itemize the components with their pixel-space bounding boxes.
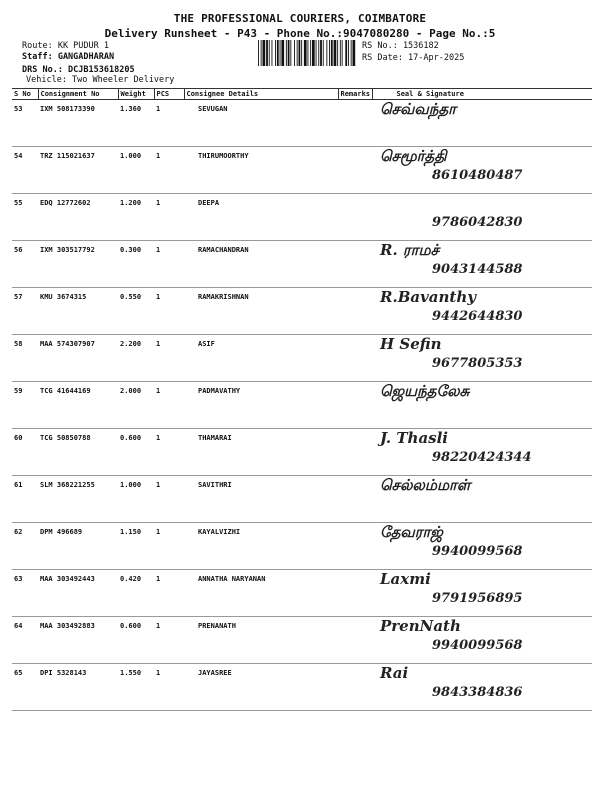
pieces-cell: 1	[156, 293, 161, 301]
handwritten-signature	[372, 96, 582, 140]
weight-cell: 1.000	[120, 481, 142, 489]
weight-cell: 0.420	[120, 575, 142, 583]
table-row	[12, 382, 592, 429]
weight-cell: 1.000	[120, 152, 142, 160]
weight-cell: 1.550	[120, 669, 142, 677]
consignment-number-cell: EDQ 12772602	[40, 199, 91, 207]
weight-cell: 1.360	[120, 105, 142, 113]
weight-cell: 2.000	[120, 387, 142, 395]
serial-number-cell: 65	[14, 669, 23, 677]
signature-cell	[372, 335, 592, 382]
weight-cell: 0.600	[120, 434, 142, 442]
consignment-number-cell: IXM 508173390	[40, 105, 95, 113]
consignment-number-cell: TCG 41644169	[40, 387, 91, 395]
consignment-number-cell: IXM 303517792	[40, 246, 95, 254]
signature-text: Laxmi	[380, 570, 431, 588]
handwritten-signature	[372, 519, 582, 563]
signature-phone: 98220424344	[432, 450, 532, 465]
remarks-cell	[338, 476, 372, 523]
signature-phone: 9940099568	[432, 544, 523, 559]
signature-text: செவ்வந்தா	[380, 100, 456, 118]
signature-text: செமூர்த்தி	[380, 147, 447, 165]
consignment-number-cell: TCG 50850788	[40, 434, 91, 442]
signature-text: ஜெயந்தலேசு	[380, 382, 470, 400]
table-row	[12, 194, 592, 241]
handwritten-signature	[372, 190, 582, 234]
consignment-number-cell: MAA 303492443	[40, 575, 95, 583]
consignment-number-cell: MAA 303492883	[40, 622, 95, 630]
consignment-number-cell: TRZ 115021637	[40, 152, 95, 160]
table-row	[12, 570, 592, 617]
table-row	[12, 288, 592, 335]
table-row	[12, 617, 592, 664]
column-header: PCS	[154, 89, 184, 100]
column-header: S No	[12, 89, 38, 100]
consignee-cell: THAMARAI	[198, 434, 232, 442]
signature-phone: 9843384836	[432, 685, 523, 700]
column-header: Consignee Details	[184, 89, 338, 100]
remarks-cell	[338, 664, 372, 711]
table-row	[12, 523, 592, 570]
signature-cell	[372, 147, 592, 194]
serial-number-cell: 62	[14, 528, 23, 536]
signature-text: தேவராஜ்	[380, 523, 443, 541]
column-header: Seal & Signature	[372, 89, 592, 100]
signature-phone: 9677805353	[432, 356, 523, 371]
serial-number-cell: 60	[14, 434, 23, 442]
consignee-cell: KAYALVIZHI	[198, 528, 241, 536]
route-label: Route: KK PUDUR 1	[22, 41, 109, 51]
serial-number-cell: 57	[14, 293, 23, 301]
signature-cell	[372, 194, 592, 241]
consignment-number-cell: DPM 496689	[40, 528, 83, 536]
consignment-number-cell: DPI 5328143	[40, 669, 87, 677]
handwritten-signature	[372, 143, 582, 187]
rs-number: RS No.: 1536182	[362, 41, 439, 51]
signature-cell	[372, 288, 592, 335]
table-row	[12, 335, 592, 382]
pieces-cell: 1	[156, 105, 161, 113]
remarks-cell	[338, 147, 372, 194]
remarks-cell	[338, 382, 372, 429]
serial-number-cell: 58	[14, 340, 23, 348]
serial-number-cell: 61	[14, 481, 23, 489]
signature-cell	[372, 100, 592, 147]
handwritten-signature	[372, 378, 582, 422]
pieces-cell: 1	[156, 481, 161, 489]
pieces-cell: 1	[156, 387, 161, 395]
remarks-cell	[338, 429, 372, 476]
consignee-cell: THIRUMOORTHY	[198, 152, 249, 160]
drs-number: DRS No.: DCJB153618205	[22, 65, 135, 75]
consignee-cell: PRENANATH	[198, 622, 236, 630]
serial-number-cell: 59	[14, 387, 23, 395]
serial-number-cell: 63	[14, 575, 23, 583]
weight-cell: 1.200	[120, 199, 142, 207]
signature-cell	[372, 476, 592, 523]
consignment-number-cell: KMU 3674315	[40, 293, 87, 301]
consignment-number-cell: MAA 574307907	[40, 340, 95, 348]
signature-text: R. ராமச்	[380, 241, 439, 259]
signature-cell	[372, 429, 592, 476]
pieces-cell: 1	[156, 340, 161, 348]
consignee-cell: JAYASREE	[198, 669, 232, 677]
signature-cell	[372, 617, 592, 664]
serial-number-cell: 56	[14, 246, 23, 254]
table-row	[12, 664, 592, 711]
pieces-cell: 1	[156, 199, 161, 207]
signature-text: R.Bavanthy	[380, 288, 476, 306]
column-header: Consignment No	[38, 89, 118, 100]
signature-phone: 9786042830	[432, 215, 523, 230]
consignee-cell: SEVUGAN	[198, 105, 228, 113]
consignee-cell: ANNATHA NARYANAN	[198, 575, 266, 583]
signature-text: செல்லம்மாள்	[380, 476, 471, 494]
vehicle-label: Vehicle: Two Wheeler Delivery	[26, 75, 175, 85]
column-header: Remarks	[338, 89, 372, 100]
table-row	[12, 241, 592, 288]
serial-number-cell: 53	[14, 105, 23, 113]
runsheet-subtitle: Delivery Runsheet - P43 - Phone No.:9047080280 - Page No.:5	[104, 27, 496, 40]
signature-cell	[372, 523, 592, 570]
signature-text: Rai	[380, 664, 409, 682]
staff-label: Staff: GANGADHARAN	[22, 52, 115, 62]
handwritten-signature	[372, 472, 582, 516]
table-row	[12, 476, 592, 523]
signature-phone: 9940099568	[432, 638, 523, 653]
serial-number-cell: 55	[14, 199, 23, 207]
handwritten-signature	[372, 284, 582, 328]
pieces-cell: 1	[156, 669, 161, 677]
weight-cell: 1.150	[120, 528, 142, 536]
signature-cell	[372, 570, 592, 617]
rs-date: RS Date: 17-Apr-2025	[362, 53, 465, 63]
column-header: Weight	[118, 89, 154, 100]
consignee-cell: RAMACHANDRAN	[198, 246, 249, 254]
signature-cell	[372, 382, 592, 429]
consignee-cell: PADMAVATHY	[198, 387, 241, 395]
barcode-icon	[258, 40, 356, 66]
runsheet-table	[12, 88, 592, 711]
serial-number-cell: 64	[14, 622, 23, 630]
handwritten-signature	[372, 566, 582, 610]
handwritten-signature	[372, 237, 582, 281]
pieces-cell: 1	[156, 246, 161, 254]
pieces-cell: 1	[156, 152, 161, 160]
signature-cell	[372, 664, 592, 711]
weight-cell: 0.300	[120, 246, 142, 254]
remarks-cell	[338, 100, 372, 147]
pieces-cell: 1	[156, 575, 161, 583]
runsheet-title: THE PROFESSIONAL COURIERS, COIMBATORE	[173, 12, 427, 25]
handwritten-signature	[372, 660, 582, 704]
signature-text: J. Thasli	[380, 429, 449, 447]
pieces-cell: 1	[156, 434, 161, 442]
handwritten-signature	[372, 425, 582, 469]
table-row	[12, 100, 592, 147]
weight-cell: 2.200	[120, 340, 142, 348]
remarks-cell	[338, 194, 372, 241]
table-row	[12, 429, 592, 476]
signature-phone: 8610480487	[432, 168, 523, 183]
signature-phone: 9043144588	[432, 262, 523, 277]
signature-text: H Sefin	[380, 335, 442, 353]
consignment-number-cell: SLM 368221255	[40, 481, 95, 489]
remarks-cell	[338, 288, 372, 335]
weight-cell: 0.600	[120, 622, 142, 630]
table-row	[12, 147, 592, 194]
handwritten-signature	[372, 331, 582, 375]
signature-phone: 9791956895	[432, 591, 523, 606]
consignee-cell: RAMAKRISHNAN	[198, 293, 249, 301]
remarks-cell	[338, 335, 372, 382]
remarks-cell	[338, 523, 372, 570]
signature-cell	[372, 241, 592, 288]
handwritten-signature	[372, 613, 582, 657]
consignee-cell: SAVITHRI	[198, 481, 232, 489]
weight-cell: 0.550	[120, 293, 142, 301]
remarks-cell	[338, 241, 372, 288]
pieces-cell: 1	[156, 528, 161, 536]
remarks-cell	[338, 617, 372, 664]
pieces-cell: 1	[156, 622, 161, 630]
consignee-cell: ASIF	[198, 340, 215, 348]
signature-text: PrenNath	[380, 617, 461, 635]
signature-phone: 9442644830	[432, 309, 523, 324]
remarks-cell	[338, 570, 372, 617]
serial-number-cell: 54	[14, 152, 23, 160]
consignee-cell: DEEPA	[198, 199, 220, 207]
